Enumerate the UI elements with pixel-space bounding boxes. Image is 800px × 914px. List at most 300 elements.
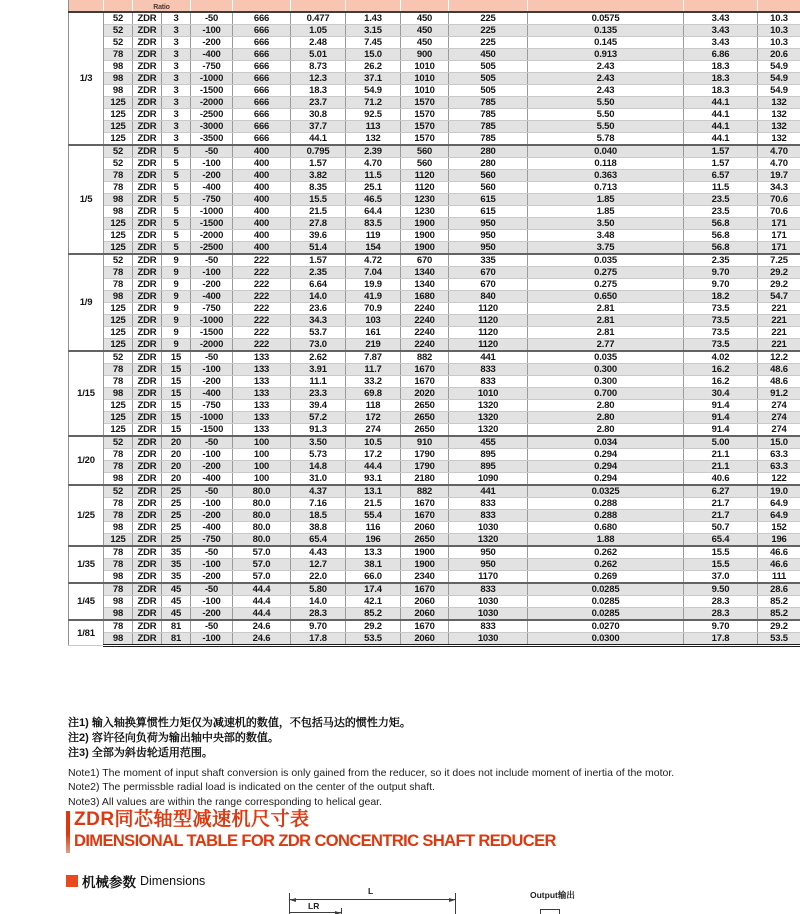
cell: 70.6 (758, 206, 800, 218)
cell: ZDR (133, 559, 162, 571)
cell: 1790 (401, 449, 449, 461)
cell: ZDR (133, 376, 162, 388)
cell: ZDR (133, 37, 162, 49)
cell: 98 (104, 194, 133, 206)
cell: 100 (233, 449, 291, 461)
cell: 6.86 (684, 49, 758, 61)
table-row (69, 473, 800, 486)
cell: ZDR (133, 158, 162, 170)
cell: 950 (449, 218, 528, 230)
cell: 950 (449, 559, 528, 571)
cell: 0.275 (528, 279, 684, 291)
cell: 1.43 (346, 12, 401, 25)
cell: 17.4 (346, 583, 401, 596)
cell: 17.2 (346, 449, 401, 461)
cell: 17.8 (684, 633, 758, 646)
cell: 132 (346, 133, 401, 146)
cell: 13.3 (346, 546, 401, 559)
cell: 11.5 (346, 170, 401, 182)
cell: 222 (233, 291, 291, 303)
cell: 78 (104, 170, 133, 182)
cell: -200 (191, 608, 233, 621)
cell: 0.0325 (528, 485, 684, 498)
cell: 171 (758, 242, 800, 255)
cell: -100 (191, 596, 233, 608)
cell: 666 (233, 73, 291, 85)
cell: 2.39 (346, 145, 401, 158)
cell: 670 (449, 279, 528, 291)
cell: 0.363 (528, 170, 684, 182)
cell: 132 (758, 109, 800, 121)
table-row (69, 279, 800, 291)
cell: 39.4 (291, 400, 346, 412)
table-row (69, 351, 800, 364)
table-row (69, 522, 800, 534)
cell: 23.5 (684, 194, 758, 206)
cell: 9 (162, 279, 191, 291)
cell: 100 (233, 473, 291, 486)
cell: 2650 (401, 412, 449, 424)
cell: -50 (191, 620, 233, 633)
cell: 14.0 (291, 291, 346, 303)
cell: ZDR (133, 61, 162, 73)
cell: 11.1 (291, 376, 346, 388)
cell: 1900 (401, 242, 449, 255)
note-cn-2: 注2) 容许径向负荷为输出轴中央部的数值。 (68, 732, 279, 744)
cell: ZDR (133, 534, 162, 547)
cell: 40.6 (684, 473, 758, 486)
cell: 48.6 (758, 376, 800, 388)
cell: 98 (104, 61, 133, 73)
cell: 66.0 (346, 571, 401, 584)
cell: 98 (104, 571, 133, 584)
cell: 125 (104, 242, 133, 255)
cell: ZDR (133, 182, 162, 194)
cell: 9.70 (291, 620, 346, 633)
cell: 2.80 (528, 412, 684, 424)
table-row (69, 596, 800, 608)
cell: 54.7 (758, 291, 800, 303)
cell: 9 (162, 267, 191, 279)
table-row (69, 37, 800, 49)
cell: 1120 (401, 170, 449, 182)
table-row (69, 485, 800, 498)
cell: -1000 (191, 315, 233, 327)
cell: 2020 (401, 388, 449, 400)
cell: 25 (162, 522, 191, 534)
cell: 280 (449, 145, 528, 158)
cell: 98 (104, 522, 133, 534)
cell: 21.5 (346, 498, 401, 510)
cell: -50 (191, 254, 233, 267)
cell: 21.7 (684, 498, 758, 510)
cell: 15 (162, 351, 191, 364)
cell: 560 (401, 158, 449, 170)
cell: 10.3 (758, 25, 800, 37)
cell: 111 (758, 571, 800, 584)
cell: ZDR (133, 303, 162, 315)
cell: 14.8 (291, 461, 346, 473)
cell: 125 (104, 315, 133, 327)
cell: 1670 (401, 583, 449, 596)
header-cell (191, 0, 233, 12)
table-row (69, 583, 800, 596)
cell: 1320 (449, 424, 528, 437)
cell: 18.3 (684, 61, 758, 73)
cell: 116 (346, 522, 401, 534)
cell: 125 (104, 109, 133, 121)
cell: 666 (233, 12, 291, 25)
cell: 5 (162, 242, 191, 255)
cell: 52 (104, 436, 133, 449)
dim-tick (289, 893, 290, 914)
cell: ZDR (133, 388, 162, 400)
cell: 274 (346, 424, 401, 437)
ratio-group-1-9 (69, 254, 800, 351)
cell: 98 (104, 85, 133, 97)
cell: -50 (191, 145, 233, 158)
cell: 5 (162, 194, 191, 206)
cell: -200 (191, 279, 233, 291)
cell: 19.7 (758, 170, 800, 182)
cell: 70.6 (758, 194, 800, 206)
cell: ZDR (133, 498, 162, 510)
cell: 3 (162, 73, 191, 85)
cell: 450 (449, 49, 528, 61)
cell: 882 (401, 351, 449, 364)
cell: 0.795 (291, 145, 346, 158)
cell: 5 (162, 206, 191, 218)
cell: 0.262 (528, 546, 684, 559)
cell: 63.3 (758, 449, 800, 461)
cell: 15.5 (684, 559, 758, 571)
cell: ZDR (133, 12, 162, 25)
cell: 1900 (401, 230, 449, 242)
cell: ZDR (133, 424, 162, 437)
cell: 15 (162, 424, 191, 437)
header-cell (291, 0, 346, 12)
table-row (69, 61, 800, 73)
cell: 0.294 (528, 461, 684, 473)
cell: 3.50 (291, 436, 346, 449)
cell: 5 (162, 170, 191, 182)
cell: 455 (449, 436, 528, 449)
cell: ZDR (133, 449, 162, 461)
cell: 125 (104, 133, 133, 146)
table-row (69, 85, 800, 97)
cell: 44.4 (233, 608, 291, 621)
cell: 98 (104, 73, 133, 85)
cell: 15.0 (758, 436, 800, 449)
cell: 1.88 (528, 534, 684, 547)
table-row (69, 461, 800, 473)
cell: 222 (233, 279, 291, 291)
cell: 12.3 (291, 73, 346, 85)
cell: 3.50 (528, 218, 684, 230)
table-row (69, 364, 800, 376)
cell: 196 (758, 534, 800, 547)
cell: 560 (449, 170, 528, 182)
header-cell (69, 0, 104, 12)
cell: ZDR (133, 279, 162, 291)
cell: 34.3 (758, 182, 800, 194)
cell: 3 (162, 37, 191, 49)
cell: 21.1 (684, 449, 758, 461)
cell: 2650 (401, 424, 449, 437)
cell: 85.2 (758, 608, 800, 621)
cell: 122 (758, 473, 800, 486)
cell: 17.8 (291, 633, 346, 646)
cell: 441 (449, 485, 528, 498)
cell: 400 (233, 230, 291, 242)
table-row (69, 498, 800, 510)
cell: 2240 (401, 303, 449, 315)
cell: 23.3 (291, 388, 346, 400)
cell: 2.81 (528, 315, 684, 327)
cell: 9.70 (684, 620, 758, 633)
table-row (69, 267, 800, 279)
cell: ZDR (133, 145, 162, 158)
cell: 20 (162, 436, 191, 449)
cell: 53.7 (291, 327, 346, 339)
cell: 4.70 (758, 145, 800, 158)
cell: -1000 (191, 412, 233, 424)
cell: 221 (758, 327, 800, 339)
cell: 24.6 (233, 620, 291, 633)
header-cell-ratio: Ratio (133, 0, 191, 12)
cell: 0.145 (528, 37, 684, 49)
cell: -750 (191, 534, 233, 547)
cell: -3500 (191, 133, 233, 146)
cell: ZDR (133, 412, 162, 424)
cell: ZDR (133, 315, 162, 327)
cell: 3.43 (684, 12, 758, 25)
cell: -50 (191, 583, 233, 596)
cell: 5 (162, 158, 191, 170)
cell: -2000 (191, 97, 233, 109)
cell: 0.0285 (528, 608, 684, 621)
cell: 950 (449, 546, 528, 559)
cell: 1120 (449, 303, 528, 315)
cell: 1670 (401, 364, 449, 376)
dim-label-l: L (368, 886, 374, 896)
cell: ZDR (133, 73, 162, 85)
cell: 1030 (449, 608, 528, 621)
cell: 0.713 (528, 182, 684, 194)
cell: 0.118 (528, 158, 684, 170)
table-row (69, 388, 800, 400)
cell: ZDR (133, 510, 162, 522)
cell: 56.8 (684, 230, 758, 242)
table-row (69, 291, 800, 303)
header-cell (528, 0, 684, 12)
cell: 450 (401, 12, 449, 25)
cell: 222 (233, 315, 291, 327)
table-row (69, 12, 800, 25)
table-row (69, 121, 800, 133)
cell: 78 (104, 559, 133, 571)
group-ratio-label: 1/35 (69, 546, 104, 583)
cell: -2000 (191, 230, 233, 242)
table-row (69, 49, 800, 61)
cell: 2.80 (528, 424, 684, 437)
cell: 1010 (401, 61, 449, 73)
cell: 15 (162, 364, 191, 376)
cell: 785 (449, 97, 528, 109)
table-row (69, 254, 800, 267)
cell: 15.5 (291, 194, 346, 206)
cell: ZDR (133, 436, 162, 449)
cell: 615 (449, 206, 528, 218)
ratio-group-1-35 (69, 546, 800, 583)
cell: 7.45 (346, 37, 401, 49)
cell: 132 (758, 121, 800, 133)
cell: 222 (233, 254, 291, 267)
ratio-group-1-5 (69, 145, 800, 254)
table-row (69, 145, 800, 158)
ratio-group-1-15 (69, 351, 800, 436)
cell: 54.9 (758, 85, 800, 97)
cell: 0.0285 (528, 583, 684, 596)
cell: 91.4 (684, 424, 758, 437)
cell: 666 (233, 37, 291, 49)
cell: 400 (233, 170, 291, 182)
cell: 0.275 (528, 267, 684, 279)
table-row (69, 534, 800, 547)
cell: ZDR (133, 85, 162, 97)
cell: 785 (449, 133, 528, 146)
cell: ZDR (133, 133, 162, 146)
cell: 103 (346, 315, 401, 327)
cell: 3.91 (291, 364, 346, 376)
cell: 52 (104, 12, 133, 25)
cell: 28.6 (758, 583, 800, 596)
cell: 44.4 (233, 583, 291, 596)
notes-block (68, 716, 778, 809)
cell: 225 (449, 37, 528, 49)
cell: 16.2 (684, 376, 758, 388)
cell: 78 (104, 461, 133, 473)
cell: 1670 (401, 510, 449, 522)
table-row (69, 182, 800, 194)
cell: 57.0 (233, 571, 291, 584)
cell: -400 (191, 473, 233, 486)
cell: 34.3 (291, 315, 346, 327)
cell: 2650 (401, 400, 449, 412)
cell: 13.1 (346, 485, 401, 498)
cell: 64.9 (758, 498, 800, 510)
cell: 29.2 (758, 620, 800, 633)
cell: 37.1 (346, 73, 401, 85)
cell: 1010 (401, 85, 449, 97)
cell: 9.50 (684, 583, 758, 596)
page-title-cn: ZDR同芯轴型减速机尺寸表 (74, 809, 310, 830)
cell: 0.294 (528, 473, 684, 486)
cell: 1120 (449, 339, 528, 352)
table-row (69, 194, 800, 206)
table-row (69, 158, 800, 170)
note-en-2: Note2) The permissble radial load is indicated on the center of the output shaft. (68, 781, 435, 794)
cell: 51.4 (291, 242, 346, 255)
title-accent-bar (66, 811, 70, 853)
table-row (69, 339, 800, 352)
cell: 222 (233, 327, 291, 339)
cell: ZDR (133, 608, 162, 621)
cell: -750 (191, 400, 233, 412)
cell: 1010 (401, 73, 449, 85)
cell: 2.43 (528, 61, 684, 73)
cell: 2240 (401, 339, 449, 352)
cell: 18.3 (291, 85, 346, 97)
cell: 400 (233, 218, 291, 230)
cell: -2500 (191, 109, 233, 121)
cell: 28.3 (684, 596, 758, 608)
cell: 35 (162, 571, 191, 584)
cell: 560 (401, 145, 449, 158)
cell: 7.25 (758, 254, 800, 267)
cell: ZDR (133, 327, 162, 339)
cell: 0.035 (528, 351, 684, 364)
cell: ZDR (133, 461, 162, 473)
cell: 73.5 (684, 339, 758, 352)
cell: 98 (104, 473, 133, 486)
cell: 33.2 (346, 376, 401, 388)
group-ratio-label: 1/25 (69, 485, 104, 546)
cell: 1790 (401, 461, 449, 473)
cell: 80.0 (233, 510, 291, 522)
cell: -400 (191, 522, 233, 534)
cell: ZDR (133, 97, 162, 109)
cell: 39.6 (291, 230, 346, 242)
table-row (69, 170, 800, 182)
cell: 1.05 (291, 25, 346, 37)
cell: 4.37 (291, 485, 346, 498)
cell: 65.4 (291, 534, 346, 547)
cell: -200 (191, 461, 233, 473)
cell: 9 (162, 339, 191, 352)
cell: 28.3 (291, 608, 346, 621)
section-title-cn: 机械参数 (82, 875, 136, 890)
cell: -100 (191, 498, 233, 510)
cell: 1680 (401, 291, 449, 303)
title-block (66, 809, 556, 851)
cell: 225 (449, 25, 528, 37)
cell: 6.64 (291, 279, 346, 291)
cell: 125 (104, 218, 133, 230)
cell: 37.7 (291, 121, 346, 133)
table-row (69, 230, 800, 242)
cell: 100 (233, 461, 291, 473)
cell: 450 (401, 25, 449, 37)
cell: 91.3 (291, 424, 346, 437)
cell: ZDR (133, 291, 162, 303)
output-label: Output输出 (530, 890, 575, 900)
cell: 1900 (401, 559, 449, 571)
table-row (69, 73, 800, 85)
cell: 274 (758, 412, 800, 424)
cell: 70.9 (346, 303, 401, 315)
cell: 28.3 (684, 608, 758, 621)
cell: 2650 (401, 534, 449, 547)
cell: 900 (401, 49, 449, 61)
cell: 50.7 (684, 522, 758, 534)
cell: 0.288 (528, 510, 684, 522)
cell: 3.82 (291, 170, 346, 182)
cell: 80.0 (233, 498, 291, 510)
cell: 73.5 (684, 303, 758, 315)
table-row (69, 412, 800, 424)
cell: 3 (162, 12, 191, 25)
